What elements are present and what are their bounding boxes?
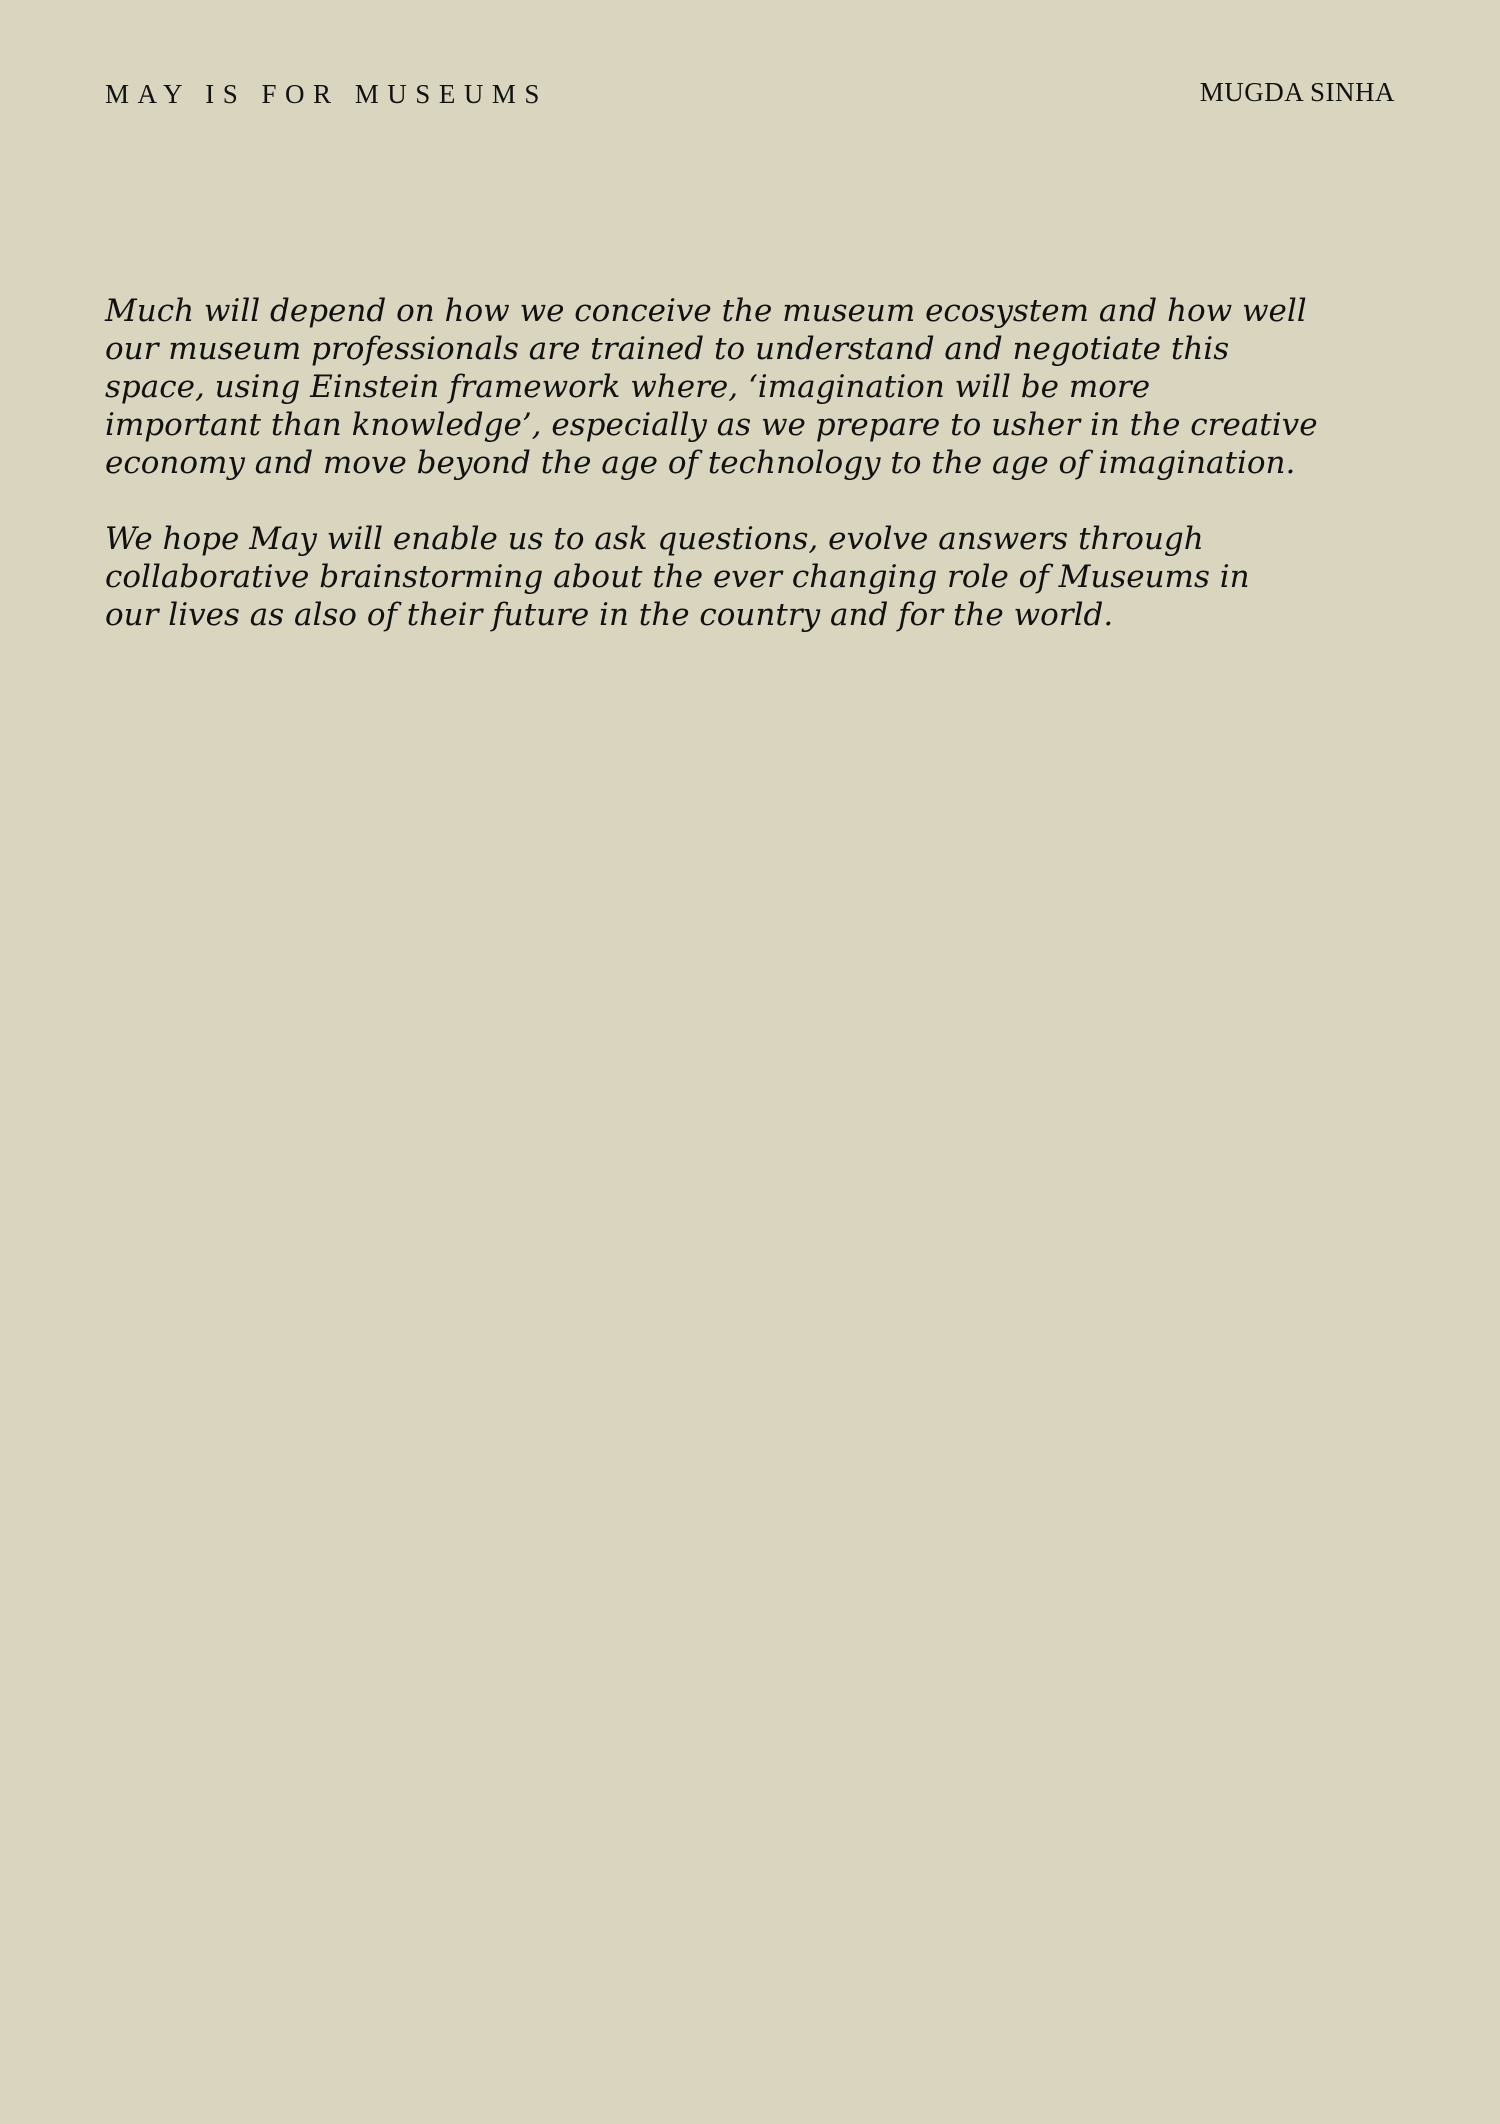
paragraph-line: economy and move beyond the age of technology to the age of imagination. <box>105 445 1296 481</box>
paragraph-line: Much will depend on how we conceive the museum ecosystem and how well <box>105 293 1307 329</box>
paragraph-line: We hope May will enable us to ask questions, evolve answers through <box>105 521 1204 557</box>
paragraph-line: important than knowledge’, especially as we prepare to usher in the creative <box>105 407 1318 443</box>
paragraph-2 <box>105 520 1250 634</box>
paragraph-line: collaborative brainstorming about the ever changing role of Museums in <box>105 559 1250 595</box>
paragraph-line: our lives as also of their future in the country and for the world. <box>105 597 1114 633</box>
paragraph-line: space, using Einstein framework where, ‘imagination will be more <box>105 369 1151 405</box>
body-text <box>105 292 1318 672</box>
paragraph-line: our museum professionals are trained to understand and negotiate this <box>105 331 1230 367</box>
author-name: MUGDA SINHA <box>1199 77 1395 107</box>
page-title: MAY IS FOR MUSEUMS <box>105 79 548 109</box>
paragraph-1 <box>105 292 1318 482</box>
